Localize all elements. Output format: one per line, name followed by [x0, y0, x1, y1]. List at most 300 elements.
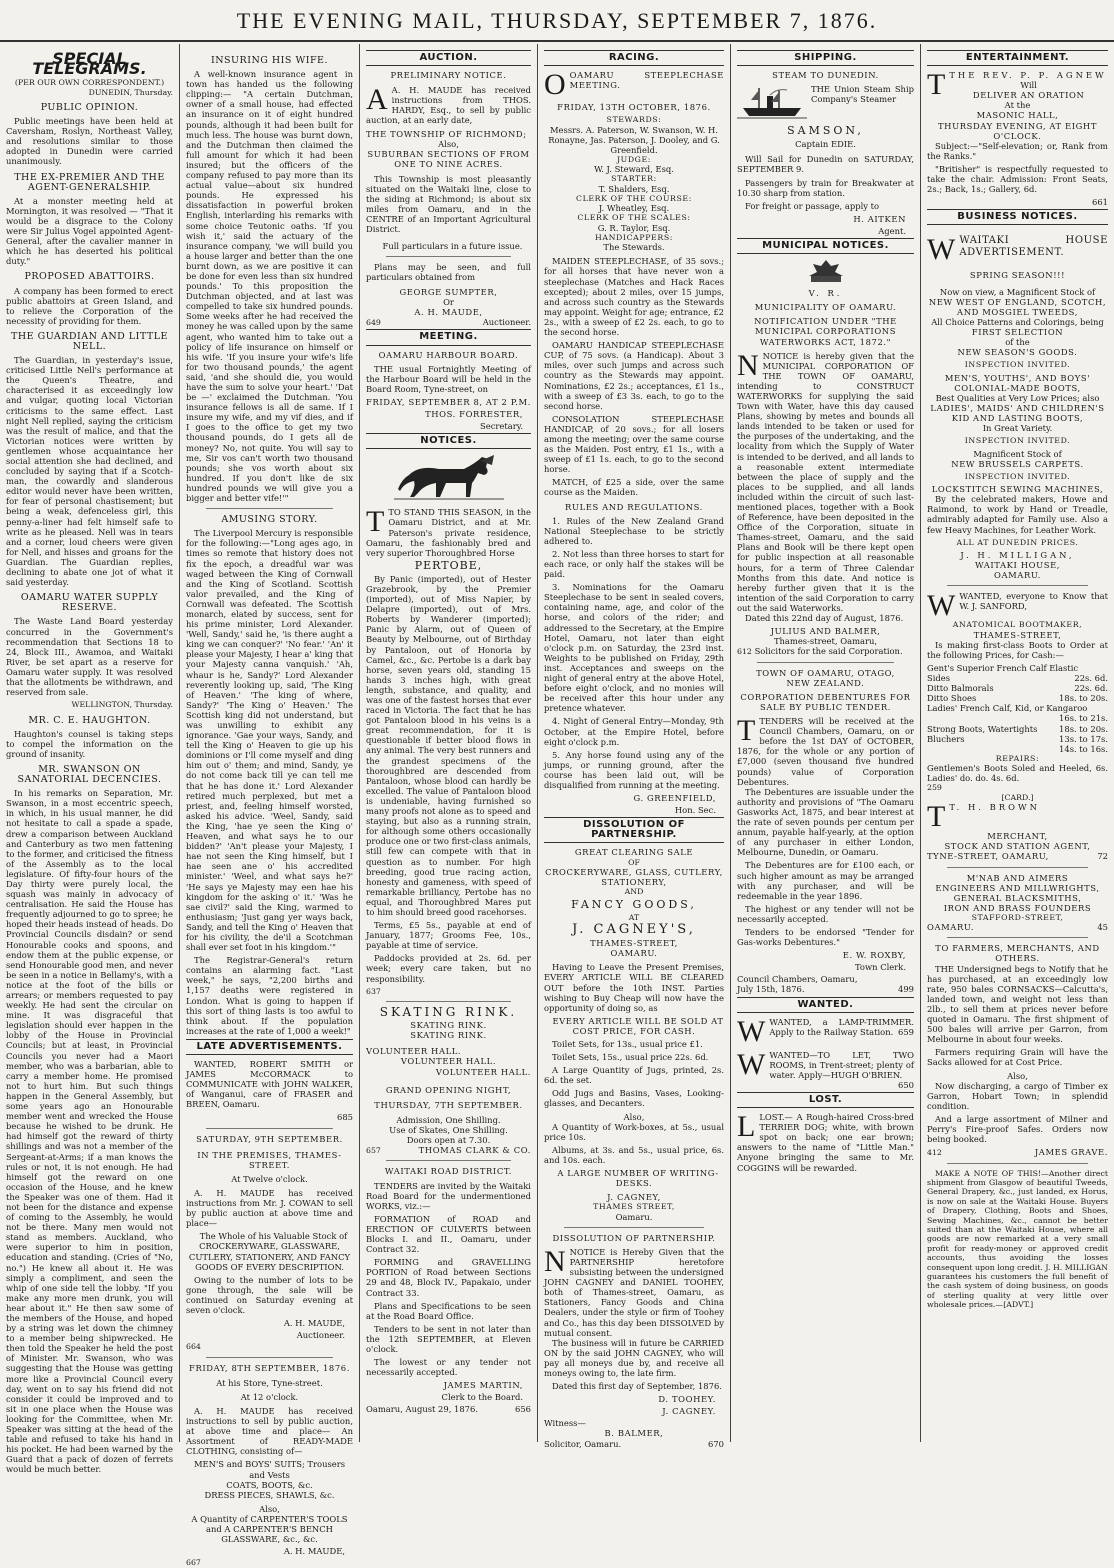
signature-title: Solicitors for the said Corporation.: [754, 646, 903, 657]
advertisement: A LARGE NUMBER OF WRITING-DESKS.: [557, 1168, 719, 1189]
label: JUDGE:: [616, 154, 652, 164]
advertisement: THE usual Fortnightly Meeting of the Harbour Board will be held in the Board Room, Tyne-street, on: [366, 363, 531, 394]
dropcap: W: [927, 589, 956, 623]
section-title-lost: LOST.: [737, 1092, 914, 1108]
advertisement: Owing to the number of lots to be gone through, the sale will be continued on Saturday evening at seven o'clock.: [186, 1274, 353, 1315]
ad-line: THAMES-STREET,: [590, 938, 678, 949]
advertisement: Toilet Sets, for 13s., usual price £1.: [552, 1038, 703, 1049]
signature: G. GREENFIELD,: [633, 793, 716, 804]
ad-date: FRIDAY, 13TH OCTOBER, 1876.: [557, 102, 711, 113]
ad-line: STOCK AND STATION AGENT,: [944, 841, 1091, 852]
ad-line: COATS, BOOTS, &c.: [226, 1479, 313, 1490]
advertisement: The highest or any tender will not be necessarily accepted.: [737, 903, 914, 924]
ad-number: 657: [366, 1146, 381, 1156]
ad-number: 667: [186, 1558, 201, 1568]
article-heading: OAMARU WATER SUPPLY RESERVE.: [20, 592, 159, 614]
ad-heading: M'NAB AND AIMERS: [966, 872, 1069, 883]
dropcap: T: [737, 714, 756, 748]
advertisement: NOTICE is hereby given that the MUNICIPAL CORPORATION OF THE TOWN OF OAMARU, intending to CONSTRUCT WATERWORKS for supplying the said Town with Water, have this day caused Plans, showing by metes and bounds all lands intended to be taken or used for the purposes of the undertaking, and the locality from which the Supply of Water is intended to be derived, and all lands to a reasonable extent intermediate between the place of supply and the places to be supplied, and all lands included within the circuit of such last-mentioned places, together with a Book of Reference, have been deposited in the Office of the Corporation, situate in Thames-street, Oamaru, and the said Plans and Book will be there kept open for public inspection at all reasonable hours, for a term of Three Calendar Months from this date. And notice is hereby further given that it is the intention of the said Corporation to carry out the said Waterworks.: [737, 350, 914, 613]
advertisement: Plans may be seen, and full particulars obtained from: [366, 261, 531, 282]
advertisement: THE Union Steam Ship Company's Steamer: [811, 84, 914, 105]
ad-line: STAFFORD-STREET,: [971, 912, 1064, 922]
ad-line: At the: [1004, 100, 1031, 111]
dateline: DUNEDIN, Thursday.: [88, 87, 173, 97]
price-value: 14s. to 16s.: [1059, 743, 1108, 754]
article-paragraph: The Registrar-General's return contains an alarming fact. "Last week," he says, "2,200 births and 1,157 deaths were registered in London. What is going to happen if this sort of thing lasts is too awful to think about. If the population increases at the rate of 1,000 a week!": [186, 955, 353, 1036]
price-item: Ditto Shoes: [927, 693, 977, 704]
horse-illustration: [394, 453, 504, 503]
ad-line: A Quantity of CARPENTER'S TOOLS and A CARPENTER'S BENCH: [191, 1513, 348, 1534]
label: Witness—: [544, 1418, 586, 1429]
ad-line: FRIDAY, SEPTEMBER 8, AT 2 P.M.: [366, 396, 531, 407]
ad-line: LOCKSTITCH SEWING MACHINES,: [931, 484, 1104, 495]
section-title-shipping: SHIPPING.: [737, 50, 914, 66]
ad-line: Gent's Superior French Calf Elastic: [927, 662, 1079, 673]
ad-place: At his Store, Tyne-street.: [216, 1377, 323, 1388]
advertisement: A. H. MAUDE has received instructions from Mr. J. COWAN to sell by public auction at above time and place—: [186, 1187, 353, 1229]
ad-line: LADIES', MAIDS' AND CHILDREN'S KID AND LASTING BOOTS,: [930, 402, 1105, 423]
race-entry: OAMARU HANDICAP STEEPLECHASE CUP, of 75 sovs. (a Handicap). About 3 miles, over such jumps and across such country as the Stewards may appoint. Nominations, £2 2s.; acceptances, £1 1s., with a sweep of £3 3s. each, to go to the second horse.: [544, 340, 724, 411]
ad-line: T. Shalders, Esq.: [598, 183, 670, 194]
price-value: 16s. to 21s.: [1059, 713, 1108, 724]
advertisement: NOTICE is Hereby Given that the PARTNERSHIP heretofore subsisting between the undersigned JOHN CAGNEY and DANIEL TOOHEY, both of Thames-street, Oamaru, as Stationers, Fancy Goods and China Dealers, under the style or firm of Toohey and Co., has this day been DISSOLVED by mutual consent.: [544, 1246, 724, 1338]
article-heading: AMUSING STORY.: [221, 514, 318, 526]
ad-line: Will: [1020, 80, 1037, 91]
ad-line: SKATING RINK.: [410, 1020, 487, 1031]
advertisement: Paddocks provided at 2s. 6d. per week; every care taken, but no responsibility.: [366, 953, 531, 984]
ad-line: All Choice Patterns and Colorings, being: [931, 316, 1104, 327]
ad-line: OF: [628, 857, 640, 867]
ad-line: Also,: [623, 1111, 645, 1122]
article-heading: MR. C. E. HAUGHTON.: [28, 714, 151, 726]
advertisement: Terms, £5 5s., payable at end of January, 1877; Grooms Fee, 10s., payable at time of service.: [366, 920, 531, 951]
dropcap: O: [544, 68, 566, 102]
advertisement: The Whole of his Valuable Stock of CROCKERYWARE, GLASSWARE, CUTLERY, STATIONERY, AND FANCY GOODS OF EVERY DESCRIPTION.: [188, 1231, 351, 1272]
advertisement: Is making first-class Boots to Order at the following Prices, for Cash:—: [927, 639, 1108, 660]
ad-line: CROCKERYWARE, GLASS, CUTLERY, STATIONERY,: [545, 866, 723, 888]
label: HANDICAPPERS:: [594, 232, 673, 242]
ad-line: Best Qualities at Very Low Prices; also: [935, 392, 1100, 403]
ad-line: In Great Variety.: [982, 423, 1053, 434]
advertisement: Toilet Sets, 15s., usual price 22s. 6d.: [552, 1052, 709, 1063]
column-3: [360, 44, 538, 1442]
advertisement: Full particulars in a future issue.: [382, 240, 523, 251]
section-title-notices: NOTICES.: [366, 433, 531, 449]
article-paragraph: A well-known insurance agent in town has handed us the following clipping:— "A certain Dutchman, owner of a small house, had effected an insurance on it of eight hundred pounds, although it had been built for much less. The house was burnt down, and the Dutchman then claimed the full amount for which it had been insured; but the officers of the company refused to pay more than its actual value—about six hundred pounds. He expressed his dissatisfaction in powerful broken English, interlarding his remarks with some choice Teutonic oaths. 'If you wish it,' said the actuary of the insurance company, 'we will build you a house larger and better than the one burnt down, as we are positive it can be done for even less than six hundred pounds.' To this proposition the Dutchman objected, and at last was compelled to take six hundred pounds. Some weeks after he had received the money he was called upon by the same agent, who wanted him to take out a policy of life insurance on himself or his wife. 'If you insure your wife's life for two thousand pounds,' the agent said, 'and she should die, you would have the sum to solve your heart.' 'Dat be —' exclaimed the Dutchman. 'You insurance fellows is all de same. If I insure my wife, and my vif dies, and if I goes to the office to get my two thousand pounds, do I gets all de money? No, not quite. You will say to me, Sir vos can't worth two thousand pounds; she vos worth about six hundred. If you don't like de six hundred pounds we will give you a bigger and better vife!'": [186, 69, 353, 504]
ad-date: SATURDAY, 9TH SEPTEMBER.: [196, 1133, 343, 1144]
advertisement: THE Undersigned begs to Notify that he has purchased, at an exceedingly low rate, 950 bales CORNSACKS—Calcutta's, landed town, and weight not less than 2lb., to sell them at prices never before quoted in Oamaru. The first shipment of 500 bales will arrive per Garron, from Melbourne in about four weeks.: [927, 963, 1108, 1045]
advertisement: Will Sail for Dunedin on SATURDAY, SEPTEMBER 9.: [737, 154, 914, 175]
ad-line: Also,: [1007, 1070, 1028, 1081]
price-value: 22s. 6d.: [1074, 673, 1108, 684]
price-item: Sides: [927, 673, 951, 684]
dropcap: N: [544, 1244, 566, 1278]
article-paragraph: The Guardian, in yesterday's issue, criticised Little Nell's performance at the Queen's Theatre, and characterised it as exceedingly low and vulgar, quoting local Victorian criticisms to the same effect. Last night Nell replied, saying the criticism was the result of malice, and that the Victorian notices were written by gentlemen whose acquaintance her social attention she had declined, and concluded by saying that if a Scotch-man, the cowardly and slanderous editor would never have been written, for fear of personal chastisement; but being a weak, defenceless girl, this penny-a-liner had felt himself safe to write as he pleased. Nell was in tears and a corner, loud cheers were given for Nell, and hisses and groans for the Guardian. The Guardian replies, declining to abate one jot of what it said yesterday.: [6, 355, 173, 588]
ad-line: Thames-street, Oamaru,: [773, 636, 878, 647]
price-value: 18s. to 20s.: [1059, 693, 1108, 704]
race-entry: MAIDEN STEEPLECHASE, of 35 sovs.; for all horses that have never won a steeplechase (Matches and Hack Races excepted); about 2 miles, over 15 jumps, and across such country as the Stewards may appoint. Weight for age; entrance, £2 2s., with a sweep of £2 2s. each, to go to the second horse.: [544, 256, 724, 338]
section-title-dissolution: DISSOLUTION OF PARTNERSHIP.: [544, 817, 724, 843]
ad-number: 45: [1097, 922, 1108, 933]
ad-number: 637: [366, 986, 381, 996]
section-title-late-advertisements: LATE ADVERTISEMENTS.: [186, 1039, 353, 1055]
ad-line: OAMARU.: [610, 948, 658, 959]
ad-line: THE TOWNSHIP OF RICHMOND;: [366, 128, 527, 139]
advertisement: WANTED, ROBERT SMITH or JAMES McCORMACK to COMMUNICATE with JOHN WALKER, of Wanganui, care of FRASER and BREEN, Oamaru.: [186, 1059, 353, 1110]
rule: 5. Any horse found using any of the jumps, or running ground, after the course has been laid out, will be disqualified from running at the meeting.: [544, 749, 724, 790]
article-paragraph: A company has been formed to erect public abattoirs at Green Island, and to relieve the Corporation of the necessity of providing for them.: [6, 285, 173, 326]
ad-number: 664: [186, 1342, 201, 1352]
article-heading: MR. SWANSON ON SANATORIAL DECENCIES.: [17, 763, 162, 786]
ad-line: Messrs. A. Paterson, W. Swanson, W. H. Ronayne, Jas. Paterson, J. Dooley, and G. Greenfield.: [548, 124, 720, 155]
column-6: [921, 44, 1114, 1442]
advertisement: WANTED, everyone to Know that W. J. SANFORD,: [959, 591, 1108, 612]
section-title-municipal-notices: MUNICIPAL NOTICES.: [737, 238, 914, 254]
ad-line: Now on view, a Magnificent Stock of: [939, 286, 1096, 297]
advertisement: The business will in future be CARRIED ON by the said JOHN CAGNEY, who will pay all moneys due by, and receive all moneys owing to, the late firm.: [544, 1337, 724, 1378]
ad-line: AT: [628, 912, 640, 922]
label: STEWARDS:: [606, 115, 662, 125]
signature: D. TOOHEY.: [658, 1394, 716, 1405]
advertisement: Tenders to be sent in not later than the 12th SEPTEMBER, at Eleven o'clock.: [366, 1323, 531, 1354]
price-row: [927, 693, 1108, 703]
ad-line: MERCHANT,: [987, 831, 1048, 842]
ad-line: The Stewards.: [603, 242, 665, 253]
ad-line: of the: [1005, 336, 1030, 347]
ship-name: SAMSON,: [787, 124, 864, 138]
signature-title: Secretary.: [480, 421, 523, 432]
advertisement: Subject:—"Self-elevation; or, Rank from the Ranks.": [927, 140, 1108, 161]
ad-line: AND: [624, 887, 644, 897]
ad-line: VOLUNTEER HALL.: [366, 1046, 462, 1057]
signature-title: Clerk to the Board.: [441, 1392, 523, 1403]
price-value: 13s. to 17s.: [1059, 733, 1108, 744]
dropcap: L: [737, 1110, 756, 1144]
ad-line: TYNE-STREET, OAMARU,: [927, 851, 1049, 862]
signature: GEORGE SUMPTER,: [399, 286, 498, 297]
ad-date: FRIDAY, 8TH SEPTEMBER, 1876.: [189, 1362, 350, 1373]
price-row: [927, 703, 1108, 723]
ad-line: J. Wheatley, Esq.: [598, 203, 670, 214]
price-item: Ladies' French Calf, Kid, or Kangaroo: [927, 703, 1088, 714]
ad-line: Or: [443, 296, 454, 307]
advertisement: Tenders to be endorsed "Tender for Gas-works Debentures.": [737, 926, 914, 948]
signature: A. H. MAUDE,: [414, 306, 483, 317]
royal-crest-icon: [801, 258, 851, 284]
advertisement: WANTED, a LAMP-TRIMMER. Apply to the Railway Station.: [769, 1016, 914, 1037]
ad-line: ENGINEERS AND MILLWRIGHTS,: [935, 882, 1100, 893]
article-heading: THE EX-PREMIER AND THE AGENT-GENERALSHIP.: [14, 171, 165, 193]
price-list: [927, 673, 1108, 754]
rule: 4. Night of General Entry—Monday, 9th October, at the Empire Hotel, before eight o'clock p.m.: [544, 716, 724, 747]
ad-number: 650: [898, 1079, 914, 1090]
ad-line: Also,: [438, 138, 459, 149]
ad-line: SKATING RINK.: [410, 1030, 487, 1041]
ad-number: 412: [927, 1148, 942, 1158]
ad-line: GREAT CLEARING SALE: [574, 847, 694, 858]
advertisement: The lowest or any tender not necessarily accepted.: [366, 1357, 531, 1378]
ad-line: OAMARU.: [927, 922, 974, 933]
ad-line: Council Chambers, Oamaru,: [737, 974, 858, 985]
article-paragraph: At a monster meeting held at Mornington, it was resolved — "That it would be a disgrace to the Colony were Sir Julius Vogel appointed Agent-General, after the cavalier manner in which he has deserted his political duty.": [6, 195, 173, 267]
column-2: [180, 44, 360, 1568]
ad-line: [CARD.]: [1001, 792, 1034, 802]
signature: THOS. FORRESTER,: [425, 409, 523, 420]
label: STARTER:: [611, 174, 657, 184]
signature-title: Hon. Sec.: [674, 805, 716, 816]
signature: JAMES MARTIN,: [443, 1380, 523, 1391]
ad-line: Captain EDIE.: [795, 139, 856, 150]
article-heading: PROPOSED ABATTOIRS.: [24, 271, 155, 283]
article-heading: INSURING HIS WIFE.: [210, 55, 329, 66]
advertisement: And a large assortment of Milner and Perry's Fire-proof Safes. Orders now being booked.: [927, 1113, 1108, 1145]
ad-number: 259: [927, 783, 942, 793]
ad-date: Oamaru, August 29, 1876.: [366, 1404, 478, 1415]
signature: A. H. MAUDE,: [283, 1318, 345, 1329]
signature-title: Auctioneer.: [482, 317, 531, 328]
price-row: [927, 673, 1108, 683]
ad-time: At 12 o'clock.: [240, 1391, 299, 1402]
section-title-entertainment: ENTERTAINMENT.: [927, 50, 1108, 66]
ad-number: 661: [1092, 197, 1108, 208]
dropcap: T: [366, 505, 385, 539]
ad-time: At Twelve o'clock.: [231, 1173, 308, 1184]
advertisement: Now discharging, a cargo of Timber ex Garron, Hobart Town; in splendid condition.: [927, 1080, 1108, 1111]
advertisement: A Large Quantity of Jugs, printed, 2s. 6d. the set.: [544, 1065, 724, 1086]
ad-line: VOLUNTEER HALL.: [435, 1066, 531, 1077]
ad-line: VOLUNTEER HALL.: [400, 1056, 497, 1067]
article-paragraph: The Waste Land Board yesterday concurred in the Government's recommendation that Sections 18 to 24, Block III., Awamoa, and Waitaki River, be set apart as a reserve for Oamaru water supply. It was resolved that the allotments be withdrawn, and reserved from sale.: [6, 616, 173, 698]
advertisement: FORMING and GRAVELLING PORTION of Road between Sections 29 and 48, Block IV., Papakaio, under Contract 33.: [366, 1257, 531, 1298]
credit-line: (PER OUR OWN CORRESPONDENT.): [14, 78, 165, 88]
ad-line: MASONIC HALL,: [976, 110, 1059, 121]
label: CLERK OF THE SCALES:: [577, 213, 691, 223]
ad-number: 656: [515, 1404, 531, 1415]
ad-line: INSPECTION INVITED.: [964, 471, 1071, 481]
ad-line: GENERAL BLACKSMITHS,: [953, 892, 1082, 903]
signature: H. AITKEN: [853, 213, 906, 224]
dropcap: N: [737, 348, 759, 382]
advertisement: Having to Leave the Present Premises, EVERY ARTICLE WILL BE CLEARED OUT before the 10th INST. Parties wishing to Buy Cheap will now have the opportunity of doing so, as: [544, 962, 724, 1013]
advertisement: Odd Jugs and Basins, Vases, Looking-glasses, and Decanters.: [544, 1088, 724, 1109]
price-row: [927, 683, 1108, 693]
ad-heading: J. CAGNEY'S,: [572, 922, 696, 938]
advertisement: MAKE A NOTE OF THIS!—Another direct shipment from Glasgow of beautiful Tweeds, General Drapery, &c., just landed, ex Horus, is now on sale at the Waitaki House. Buyers of Drapery, Clothing, Boots and Shoes, Sewing Machines, &c., cannot be better suited than at the Waitaki House, where all goods are now remarked at a very small profit for ready-money or approved credit accounts, thus avoiding the losses consequent upon long credit. J. H. MILLIGAN guarantees his customers the full benefit of the cash system of doing business, on goods of sterling quality at very little over wholesale prices.—[ADVT.]: [927, 1168, 1108, 1310]
ad-line: Also,: [259, 1503, 280, 1514]
dropcap: T: [927, 68, 946, 102]
signature: A. H. MAUDE,: [283, 1546, 345, 1557]
ad-line: ANATOMICAL BOOTMAKER,: [952, 620, 1083, 630]
horse-name: PERTOBE,: [414, 558, 483, 572]
ad-heading: MUNICIPALITY OF OAMARU.: [754, 302, 897, 313]
ad-heading: WAITAKI ROAD DISTRICT.: [384, 1166, 513, 1177]
ad-line: DELIVER AN ORATION: [972, 90, 1085, 101]
ad-line: MEN'S, YOUTHS', AND BOYS' COLONIAL-MADE BOOTS,: [944, 372, 1091, 393]
ad-line: INSPECTION INVITED.: [964, 360, 1071, 370]
ad-line: G. R. Taylor, Esq.: [597, 222, 671, 233]
price-item: Strong Boots, Watertights: [927, 723, 1038, 734]
advertisement: Albums, at 3s. and 5s., usual price, 6s. and 10s. each.: [544, 1144, 724, 1165]
ad-line: Use of Skates, One Shilling.: [389, 1124, 508, 1135]
article-heading: PUBLIC OPINION.: [40, 102, 139, 113]
ad-heading: OAMARU HARBOUR BOARD.: [378, 349, 519, 360]
ad-line: NEW SEASON'S GOODS.: [957, 347, 1078, 358]
advertisement: TENDERS will be received at the Council Chambers, Oamaru, on or before the 1st DAY of OCTOBER, 1876, for the whole or any portion of £7,000 (seven thousand five hundred pounds) value of Corporation Debentures.: [737, 716, 914, 787]
ad-line: ALL AT DUNEDIN PRICES.: [956, 537, 1079, 547]
column-5: [731, 44, 921, 1442]
price-row: [927, 724, 1108, 734]
price-row: [927, 744, 1108, 754]
ad-heading: THE REV. P. P. AGNEW: [949, 70, 1107, 81]
column-1: [0, 44, 180, 1475]
signature: J. CAGNEY,: [607, 1192, 661, 1203]
dateline: WELLINGTON, Thursday.: [71, 700, 173, 710]
ad-heading: PRELIMINARY NOTICE.: [390, 70, 507, 81]
ad-line: W. J. Steward, Esq.: [594, 164, 674, 175]
ad-number: 649: [366, 318, 381, 328]
advertisement: For freight or passage, apply to: [745, 200, 880, 211]
ad-line: GLASSWARE, &c., &c.: [221, 1534, 318, 1545]
ad-line: Magnificent Stock of: [973, 448, 1062, 459]
ad-line: GRAND OPENING NIGHT,: [385, 1084, 512, 1095]
advertisement: "Britisher" is respectfully requested to take the chair. Admission: Front Seats, 2s.; Back, 1s.; Gallery, 6d.: [927, 163, 1108, 195]
ad-number: 499: [898, 984, 914, 995]
ad-heading: TOWN OF OAMARU, OTAGO,: [756, 667, 895, 678]
advertisement: By Panic (imported), out of Hester Grazebrook, by the Premier (imported), out of Miss Napier, by Delapre (imported), out of Mrs. Roberts by Wanderer (imported); Panic by Alarm, out of Queen of Beauty by Melbourne, out of Birthday by Pantaloon, out of Honoria by Camel, &c., &c. Pertobe is a dark bay horse, seven years old, standing 15 hands 3 inches high, with great length, substance, and quality, and was one of the fastest horses that ever raced in Victoria. The fact that he has got Pantaloon blood in his veins is a great recommendation, for it is questionable if better blood flows in any animal. The very best runners and the grandest specimens of the thoroughbred are descended from Pantaloon, whose blood can hardly be excelled. The value of Pantaloon blood is undeniable, having furnished so many proofs not alone as to speed and staying, but also as a running strain, for although some others occasionally produce one or two first-class animals, still few can compete with that in question as to number. For high breeding, good true racing action, honesty and gameness, with speed of remarkable brilliancy, Pertobe has no equal, and Thoroughbred Mares put to him should breed good racehorses.: [366, 573, 531, 917]
signature: J. H. MILLIGAN,: [960, 550, 1075, 560]
signature-title: Agent.: [878, 225, 906, 236]
ad-heading: T. H. BROWN: [949, 802, 1040, 813]
ad-line: Gentlemen's Boots Soled and Heeled, 6s. Ladies' do. do. 4s. 6d.: [927, 763, 1108, 784]
ad-line: THURSDAY, 7TH SEPTEMBER.: [374, 1099, 523, 1110]
advertisement: By the celebrated makers, Howe and Raimond, to work by Hand or Treadle, admirably adapted for Family use. Also a few Heavy Machines, for Leather Work.: [927, 494, 1108, 535]
ad-line: OAMARU.: [994, 570, 1041, 581]
ad-line: Admission, One Shilling.: [396, 1114, 501, 1125]
ad-line: V. R.: [808, 288, 843, 299]
price-value: 22s. 6d.: [1074, 683, 1108, 694]
advertisement: The Debentures are issuable under the authority and provisions of "The Oamaru Gasworks Act, 1875, and bear interest at the rate of seven pounds per centum per annum, payable half-yearly, at the option of any purchaser in either London, Melbourne, Dunedin, or Oamaru.: [737, 786, 914, 858]
price-item: Ditto Balmorals: [927, 683, 994, 694]
race-entry: CONSOLATION STEEPLECHASE HANDICAP, of 20 sovs.; for all losers among the meeting; over the same course as the Maiden. Post entry, £1 1s., with a sweep of £1 1s. each, to go to the second horse.: [544, 413, 724, 475]
rule: 3. Nominations for the Oamaru Steeplechase to be sent in sealed covers, containing name, age, and color of the horse, and colors of the rider; and addressed to the Secretary, at the Empire Hotel, Oamaru, not later than eight o'clock p.m. on Saturday, the 23rd inst. Weights to be published on Friday, 29th inst. Acceptances and sweeps on the night of general entry at the above Hotel, before eight o'clock, and no monies will be received after this hour under any pretence whatever.: [544, 582, 724, 714]
ad-heading: OAMARU STEEPLECHASE MEETING.: [569, 70, 724, 91]
ad-heading: NEW ZEALAND.: [786, 677, 865, 688]
ad-place: IN THE PREMISES, THAMES-STREET.: [197, 1149, 342, 1170]
ad-heading: RULES AND REGULATIONS.: [565, 501, 703, 512]
article-paragraph: Haughton's counsel is taking steps to compel the information on the ground of insanity.: [6, 728, 173, 759]
rule: 2. Not less than three horses to start for each race, or only half the stakes will be paid.: [544, 548, 724, 580]
section-title-wanted: WANTED.: [737, 997, 914, 1013]
ad-heading: WAITAKI HOUSE ADVERTISEMENT.: [959, 235, 1108, 258]
ad-line: WAITAKI HOUSE,: [974, 560, 1061, 571]
advertisement: WANTED—TO LET, TWO ROOMS, in Trent-street; plenty of water. Apply—HUGH O'BRIEN.: [769, 1049, 914, 1080]
dropcap: W: [737, 1014, 766, 1048]
signature: JULIUS AND BALMER,: [770, 626, 881, 637]
ad-line: FANCY GOODS,: [571, 897, 697, 911]
article-heading: THE GUARDIAN AND LITTLE NELL.: [11, 330, 168, 352]
ad-line: IRON AND BRASS FOUNDERS: [943, 902, 1092, 913]
column-4: [538, 44, 731, 1449]
advertisement: TENDERS are invited by the Waitaki Road Board for the undermentioned WORKS, viz.:—: [366, 1180, 531, 1211]
race-entry: MATCH, of £25 a side, over the same course as the Maiden.: [544, 477, 724, 498]
ad-line: THURSDAY EVENING, AT EIGHT O'CLOCK.: [938, 120, 1097, 141]
price-value: 18s. to 20s.: [1059, 723, 1108, 734]
signature: B. BALMER,: [604, 1428, 664, 1439]
section-title-special-telegrams: SPECIAL TELEGRAMS.: [32, 49, 147, 79]
ad-line: Oamaru.: [615, 1211, 653, 1222]
ad-number: 72: [1097, 851, 1108, 862]
signature-title: Solicitor, Oamaru.: [544, 1438, 622, 1449]
advertisement: A Quantity of Work-boxes, at 5s., usual price 10s.: [544, 1121, 724, 1142]
signature-title: Town Clerk.: [855, 962, 906, 973]
article-paragraph: In his remarks on Separation, Mr. Swanson, in a most eccentric speech, in which, in his usual manner, he did not hesitate to call a spade a spade, drew a comparison between Auckland and Canterbury as two men fattening to the former, and criticised the fitness of the Assembly as to the local legislature. Of fifty-four hours of the Day thirty were purely local, the squash was mainly in advocacy of centralisation. He said the House has frequently adjourned to go to spree; he hoped their heads instead of heads. Do Provincial Councils disdain? or send Honourable cooks and spoons, and endow them at the public expense, or send Honourable good men, and never be seen in a notice in Bellamy's, with a notice at the foot of the bills or arrears; or members requested to pay weekly. He had sent the circular on mine. It was disgraceful that legislation should ever happen in the lobby of the House in Provincial Councils; but at least, in Provincial Councils you never had a Maori member, who was a barbarian, able to carry a member home. He promised not to hurt him. But such things happen in the General Assembly, but some years ago an Honourable member went and wrecked the House because he wished to be drunk. He had himself got the reward of thirty shillings and was not a member of the Sergeant-at-Arms; if a man knows the rules or not, it is not enough. He had himself got the reward on one occasion of the House, and he knew the Speaker was one of them. Had it not been for the distance and expense of coming to the Assembly, he would not be there. Many men would not stand as members. Auckland, who were superior to him in position, education and standing. (Cries of "No, no.") He knew all about it. He was simply a compliment, and seen the whip of one side tell the lobby. "If you make any more men drunk, you will hear about it." He then saw some of the members of the House, and hoped by a string was let down the chimney to a member being shipwrecked. He then told the Speaker he held the post of Minister. Mr. Swanson, who was suggesting that the House was getting more like a Provincial Council every day, went on to say his friend did not consider it could be improved and to sit in one place when the House was looking for the Committee, when Mr. Speaker was sitting at the head of the table and refused to take his hand in his pocket. He had been warned by the Guard that a pack of dozen of ferrets would be much better.: [6, 788, 173, 1475]
ad-line: MEN'S and BOYS' SUITS; Trousers and Vests: [193, 1459, 346, 1480]
ad-heading: NOTIFICATION UNDER "THE MUNICIPAL CORPORATIONS WATERWORKS ACT, 1872.": [754, 316, 897, 347]
advertisement: LOST.— A Rough-haired Cross-bred TERRIER DOG; white, with brown spot on back; one ear brown; answers to the name of "Little Man." Anyone bringing the same to Mr. COGGINS will be rewarded.: [737, 1112, 914, 1173]
dropcap: T: [927, 800, 946, 834]
ad-date: July 15th, 1876.: [737, 984, 805, 995]
advertisement: A. H. MAUDE has received instructions from THOS. HARDY, Esq., to sell by public auction, at an early date,: [366, 85, 531, 126]
advertisement: EVERY ARTICLE WILL BE SOLD AT COST PRICE, FOR CASH.: [552, 1015, 724, 1036]
advertisement: Passengers by train for Breakwater at 10.30 sharp from station.: [737, 177, 914, 198]
ad-line: THAMES STREET,: [593, 1202, 675, 1212]
signature: JAMES GRAVE.: [1034, 1147, 1108, 1158]
steamship-illustration: [737, 86, 807, 120]
advertisement: FORMATION of ROAD and ERECTION OF CULVERTS between Blocks I. and II., Oamaru, under Contract 32.: [366, 1213, 531, 1255]
price-item: Bluchers: [927, 733, 965, 744]
advertisement: A. H. MAUDE has received instructions to sell by public auction, at above time and place— An Assortment of READY-MADE CLOTHING, consisting of—: [186, 1405, 353, 1457]
ad-heading: TO FARMERS, MERCHANTS, AND OTHERS.: [935, 943, 1100, 964]
dropcap: A: [366, 83, 388, 117]
ad-heading: DISSOLUTION OF PARTNERSHIP.: [552, 1232, 716, 1243]
advertisement: Dated this first day of September, 1876.: [552, 1381, 722, 1392]
ad-line: REPAIRS:: [995, 753, 1040, 763]
signature: E. W. ROXBY,: [842, 950, 906, 961]
advertisement: The Debentures are for £100 each, or such higher amount as may be arranged with any purchaser, and will be redeemable in the year 1896.: [737, 860, 914, 901]
ad-number: 670: [708, 1438, 724, 1449]
price-row: [927, 734, 1108, 744]
advertisement: This Township is most pleasantly situated on the Waitaki line, close to the siding at Richmond; is about six miles from Oamaru, and in the CENTRE of an Important Agricultural District.: [366, 173, 531, 235]
section-title-business-notices: BUSINESS NOTICES.: [927, 209, 1108, 225]
article-paragraph: The Liverpool Mercury is responsible for the following:—"Long ages ago, in times so remote that history does not fix the epoch, a dreadful war was waged between the King of Cornwall and the King of Scotland. Scottish valor prevailed, and the King of Cornwall was defeated. The Scottish monarch, elated by success, sent for his prime minister, Lord Alexander. 'Well, Sandy,' said he, 'is there aught a king we can conquer?' 'No fear.' 'An' it please your Majesty, I hear a' king that your Majesty canna vanquish.' 'Ah, whaur is he, Sandy?' Lord Alexander reverently looking up, said, 'The King of Heaven.' 'The king of where, Sandy?' 'The King o' Heaven.' The Scottish king did not understand, but was unwilling to exhibit any ignorance. 'Gae your ways, Sandy, and tell the King o' Heaven to gie up his dominions or I'll come myself and ding him out o' them; and mind, Sandy, ye do not come back till ye can tell me that he has done it.' Lord Alexander retired much perplexed, but met a priest, and, feeling himself worsted, asked his advice. 'Weel, Sandy, said the King, 'hae ye seen the King o' Heaven, and what says he to our bidden?' 'An't please your Majesty, I hae not seen the King himself, but I hae seen ane o' his accredited minister.' 'Weel, and what says he?' 'He says ye Majesty may een hae his kingdom for the asking o' it.' 'Was he sae civil?' said the King, warmed to enthusiasm; 'Just gang yer ways back, Sandy, and tell the King o' Heaven that for his civility, the de'il a Scotchman shall ever set foot in his kingdom.'": [186, 528, 353, 953]
signature: THOMAS CLARK & CO.: [418, 1145, 531, 1156]
ad-line: Doors open at 7.30.: [406, 1134, 491, 1145]
ad-line: NEW WEST OF ENGLAND, SCOTCH, AND MOSGIEL TWEEDS,: [928, 296, 1107, 317]
advertisement: Farmers requiring Grain will have the Sacks allowed for at Cost Price.: [927, 1047, 1108, 1068]
ad-line: SPRING SEASON!!!: [969, 270, 1066, 281]
ad-heading: STEAM TO DUNEDIN.: [772, 70, 879, 81]
signature: J. CAGNEY.: [662, 1406, 716, 1417]
dropcap: W: [927, 233, 956, 267]
rule: 1. Rules of the New Zealand Grand National Steeplechase to be strictly adhered to.: [544, 515, 724, 546]
advertisement: Plans and Specifications to be seen at the Road Board Office.: [366, 1300, 531, 1321]
ad-line: FIRST SELECTION: [971, 326, 1064, 337]
ad-line: SUBURBAN SECTIONS OF FROM ONE TO NINE ACRES.: [367, 148, 530, 169]
ad-line: DRESS PIECES, SHAWLS, &c.: [204, 1489, 335, 1500]
ad-line: THAMES-STREET,: [973, 629, 1062, 640]
advertisement: TO STAND THIS SEASON, in the Oamaru District, and at Mr. Paterson's private residence, Oamaru, the fashionably bred and very superior Thoroughbred Horse: [366, 507, 531, 558]
ad-line: INSPECTION INVITED.: [964, 436, 1071, 446]
ad-number: 685: [337, 1112, 353, 1123]
label: CLERK OF THE COURSE:: [576, 193, 692, 203]
section-title-auction: AUCTION.: [366, 50, 531, 66]
signature-title: Auctioneer.: [296, 1330, 345, 1341]
section-title-racing: RACING.: [544, 50, 724, 66]
ad-heading: SKATING RINK.: [379, 1005, 518, 1020]
ad-heading: CORPORATION DEBENTURES FOR SALE BY PUBLIC TENDER.: [740, 691, 911, 712]
article-paragraph: Public meetings have been held at Caversham, Roslyn, Northeast Valley, and resolutions similar to those adopted in Dunedin were carried unanimously.: [6, 116, 173, 167]
masthead: THE EVENING MAIL, THURSDAY, SEPTEMBER 7, 1876.: [0, 0, 1114, 42]
